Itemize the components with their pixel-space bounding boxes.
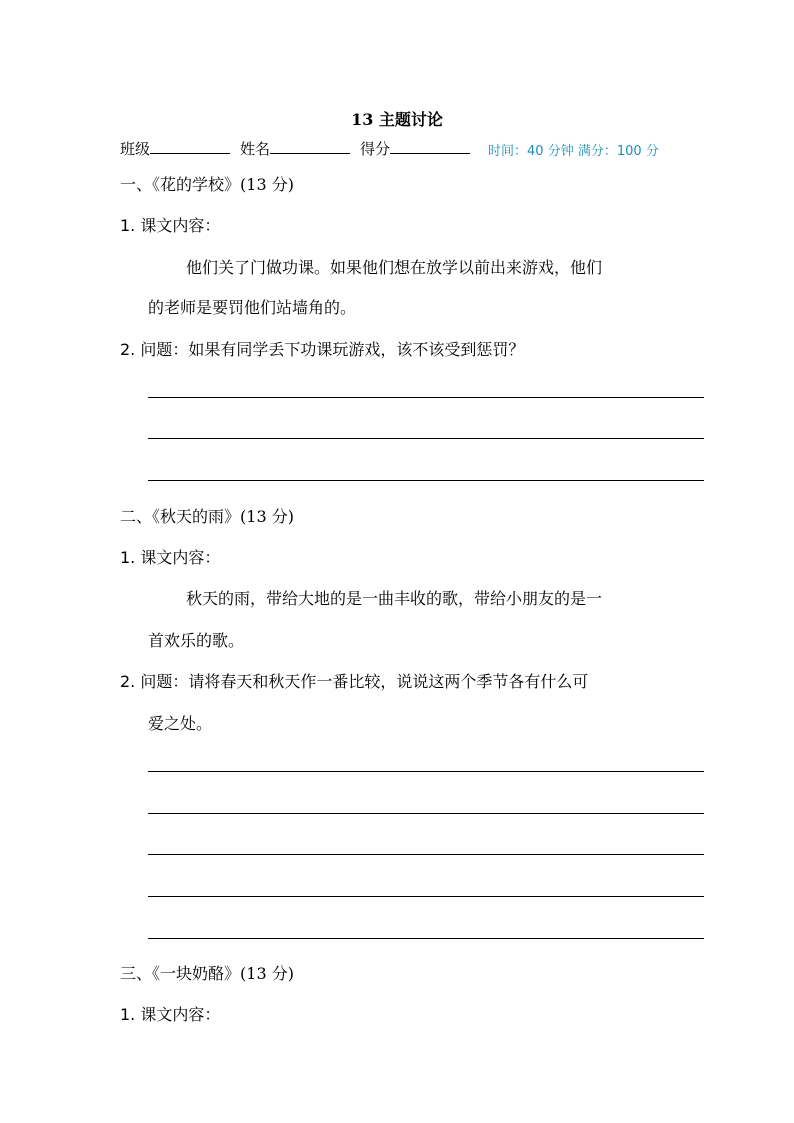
- answer-line[interactable]: [148, 480, 704, 481]
- section-1-points: (13 分): [240, 175, 294, 194]
- score-field: [360, 138, 470, 159]
- section-1-passage-line-2: 的老师是要罚他们站墙角的。: [148, 298, 357, 317]
- section-1-passage-line-1: 他们关了门做功课。如果他们想在放学以前出来游戏，他们: [186, 258, 603, 277]
- name-field: [240, 138, 350, 159]
- section-2-points: (13 分): [240, 507, 294, 526]
- section-1-item-1: [120, 213, 220, 236]
- section-2-passage-line-1: 秋天的雨，带给大地的是一曲丰收的歌，带给小朋友的是一: [186, 589, 603, 608]
- time-score-info: [488, 140, 659, 159]
- section-3-number: 三、: [120, 964, 153, 983]
- answer-line[interactable]: [148, 854, 704, 855]
- section-1-title: 《花的学校》: [152, 175, 241, 194]
- time-value: 40: [527, 144, 544, 159]
- item-label: 课文内容：: [140, 216, 221, 235]
- name-input-line[interactable]: [270, 139, 350, 154]
- section-2-question-line-2: 爱之处。: [148, 714, 213, 733]
- item-number: 2.: [120, 340, 136, 359]
- question-text: 问题：请将春天和秋天作一番比较，说说这两个季节各有什么可: [140, 672, 589, 691]
- answer-line[interactable]: [148, 896, 704, 897]
- section-1-item-2: [120, 337, 524, 360]
- item-label: 课文内容：: [140, 1005, 221, 1024]
- section-3-heading: [120, 961, 294, 984]
- section-1-heading: [120, 172, 294, 195]
- item-number: 1.: [120, 216, 136, 235]
- section-3-points: (13 分): [240, 964, 294, 983]
- item-number: 2.: [120, 672, 136, 691]
- question-text: 问题：如果有同学丢下功课玩游戏，该不该受到惩罚？: [140, 340, 525, 359]
- answer-line[interactable]: [148, 438, 704, 439]
- section-2-passage-line-2: 首欢乐的歌。: [148, 631, 245, 650]
- answer-line[interactable]: [148, 813, 704, 814]
- section-2-item-1: [120, 545, 220, 568]
- class-label: 班级: [120, 140, 151, 158]
- section-3-item-1: [120, 1002, 220, 1025]
- time-unit: 分钟: [547, 144, 574, 159]
- item-number: 1.: [120, 548, 136, 567]
- score-label: 得分: [360, 140, 391, 158]
- section-3-title: 《一块奶酪》: [152, 964, 241, 983]
- full-score-label: 满分：: [577, 144, 617, 159]
- answer-line[interactable]: [148, 397, 704, 398]
- section-2-item-2: [120, 669, 588, 692]
- time-label: 时间：: [488, 144, 528, 159]
- item-number: 1.: [120, 1005, 136, 1024]
- name-label: 姓名: [240, 140, 271, 158]
- class-input-line[interactable]: [150, 139, 230, 154]
- class-field: [120, 138, 230, 159]
- score-input-line[interactable]: [390, 139, 470, 154]
- full-score-value: 100: [616, 144, 642, 159]
- section-2-title: 《秋天的雨》: [152, 507, 241, 526]
- page-title: 13 主题讨论: [351, 110, 443, 129]
- answer-line[interactable]: [148, 938, 704, 939]
- item-label: 课文内容：: [140, 548, 221, 567]
- full-score-unit: 分: [645, 144, 659, 159]
- section-1-number: 一、: [120, 175, 153, 194]
- section-2-number: 二、: [120, 507, 153, 526]
- answer-line[interactable]: [148, 771, 704, 772]
- section-2-heading: [120, 504, 294, 527]
